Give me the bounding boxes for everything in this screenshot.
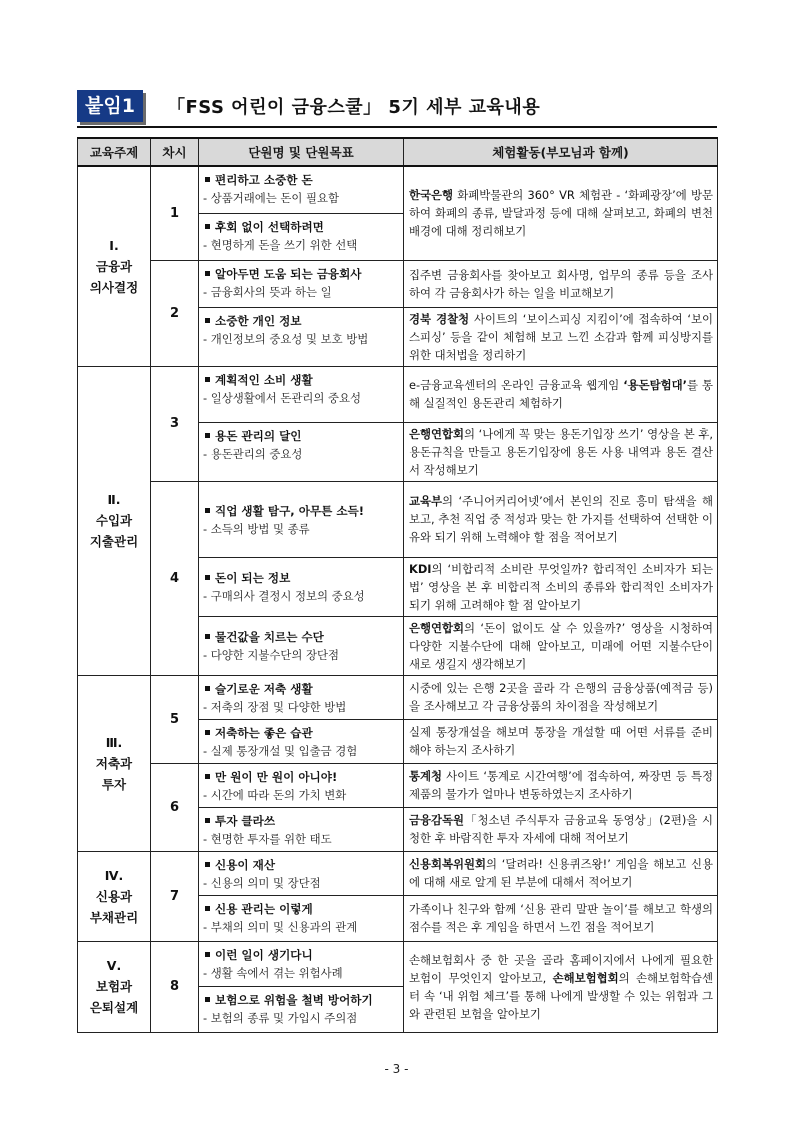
activity-text: e-금융교육센터의 온라인 금융교육 웹게임	[409, 378, 624, 392]
header-activity: 체험활동(부모님과 함께)	[404, 138, 718, 166]
activity-text: 가족이나 친구와 함께 ‘신용 관리 말판 놀이’를 해보고 학생의 점수를 적은 후 게임을 하면서 느낀 점을 적어보기	[409, 902, 713, 934]
bullet-square-icon	[205, 774, 210, 779]
table-row	[78, 260, 718, 307]
topic-label: 저축과	[95, 755, 133, 771]
round-number: 5	[151, 675, 199, 763]
topic-cell-2	[78, 366, 151, 675]
activity-org: 은행연합회	[409, 620, 465, 635]
unit-title: 계획적인 소비 생활	[203, 371, 400, 389]
bullet-square-icon	[205, 730, 210, 735]
unit-title: 물건값을 치르는 수단	[203, 628, 400, 646]
bullet-square-icon	[205, 634, 210, 639]
topic-label: 수입과	[95, 513, 133, 528]
activity-cell	[404, 807, 718, 851]
round-number: 1	[151, 166, 199, 260]
unit-cell	[199, 986, 404, 1032]
unit-cell	[199, 307, 404, 366]
unit-title: 직업 생활 탐구, 아무튼 소득!	[203, 502, 400, 520]
bullet-square-icon	[205, 997, 210, 1002]
activity-text: 사이트의 ‘보이스피싱 지킴이’에 접속하여 ‘보이스피싱’ 등을 같이 체험해 보고 느낀 소감과 함께 피싱방지를 위한 대처법을 정리하기	[409, 311, 714, 362]
unit-title: 소중한 개인 정보	[203, 312, 400, 330]
activity-org: 한국은행	[409, 188, 454, 203]
table-row	[78, 366, 718, 422]
unit-goal: - 생활 속에서 겪는 위험사례	[203, 965, 343, 980]
unit-title: 이런 일이 생기다니	[203, 946, 400, 964]
topic-label: 신용과	[95, 888, 133, 904]
activity-text: 의 ‘주니어커리어넷’에서 본인의 진로 흥미 탐색을 해보고, 추천 직업 중 적성과 맞는 한 가지를 선택하여 선택한 이유와 되기 위해 노력해야 할 점을 적어보기	[409, 494, 713, 544]
activity-cell	[404, 763, 718, 807]
activity-text: 집주변 금융회사를 찾아보고 회사명, 업무의 종류 등을 조사하여 각 금융회사가 하는 일을 비교해보기	[409, 267, 713, 300]
bullet-square-icon	[205, 686, 210, 691]
topic-label: 지출관리	[89, 534, 139, 549]
unit-cell	[199, 807, 404, 851]
activity-cell	[404, 675, 718, 719]
table-header-row	[78, 138, 718, 166]
topic-cell-3	[78, 675, 151, 851]
unit-goal: - 일상생활에서 돈관리의 중요성	[203, 390, 362, 405]
table-row	[78, 166, 718, 213]
round-number: 2	[151, 260, 199, 366]
unit-goal: - 다양한 지불수단의 장단점	[203, 648, 340, 662]
activity-text: 의 손해보험학습센터 속 ‘내 위험 체크’를 통해 나에게 발생할 수 있는 위험과 그와 관련된 보험을 알아보기	[409, 970, 713, 1021]
unit-goal: - 구매의사 결정시 정보의 중요성	[203, 589, 365, 603]
unit-cell	[199, 941, 404, 986]
unit-title: 알아두면 도움 되는 금융회사	[203, 265, 400, 283]
unit-title: 투자 클라쓰	[203, 812, 400, 830]
unit-title: 만 원이 만 원이 아니야!	[203, 768, 400, 786]
unit-title: 신용 관리는 이렇게	[203, 900, 400, 918]
topic-label: 보험과	[95, 979, 133, 994]
topic-label: 부채관리	[89, 909, 139, 925]
bullet-square-icon	[205, 818, 210, 823]
unit-goal: - 저축의 장점 및 다양한 방법	[203, 699, 347, 714]
activity-text: 의 ‘달려라! 신용퀴즈왕!’ 게임을 해보고 신용에 대해 새로 알게 된 부분에 대해서 적어보기	[409, 857, 713, 889]
activity-cell	[404, 422, 718, 481]
bullet-square-icon	[205, 224, 210, 229]
unit-title: 후회 없이 선택하려면	[203, 218, 400, 236]
topic-label: 투자	[101, 776, 127, 792]
unit-title: 편리하고 소중한 돈	[203, 171, 400, 189]
topic-number: Ⅲ.	[105, 734, 123, 750]
bullet-square-icon	[205, 271, 210, 276]
page-number: - 3 -	[384, 1062, 409, 1076]
activity-text: 를 통해 실질적인 용돈관리 체험하기	[409, 378, 713, 410]
activity-text: 의 ‘나에게 꼭 맞는 용돈기입장 쓰기’ 영상을 본 후, 용돈규칙을 만들고 용돈기입장에 용돈 사용 내역과 용돈 결산서 작성해보기	[409, 426, 713, 477]
activity-cell	[404, 616, 718, 675]
unit-cell	[199, 719, 404, 763]
unit-title: 저축하는 좋은 습관	[203, 724, 400, 742]
round-number: 4	[151, 481, 199, 675]
unit-cell	[199, 557, 404, 616]
unit-goal: - 개인정보의 중요성 및 보호 방법	[203, 331, 369, 346]
bullet-square-icon	[205, 508, 210, 513]
activity-cell	[404, 260, 718, 307]
activity-org: 경북 경찰청	[409, 311, 470, 326]
unit-goal: - 소득의 방법 및 종류	[203, 521, 310, 536]
topic-cell-5	[78, 941, 151, 1032]
activity-org: 은행연합회	[409, 426, 465, 441]
unit-title: 용돈 관리의 달인	[203, 427, 400, 445]
unit-goal: - 부채의 의미 및 신용과의 관계	[203, 919, 358, 934]
activity-cell	[404, 719, 718, 763]
activity-cell	[404, 166, 718, 260]
activity-cell	[404, 307, 718, 366]
header	[77, 90, 717, 124]
activity-org: ‘용돈탐험대’	[623, 378, 687, 392]
bullet-square-icon	[205, 377, 210, 382]
topic-number: Ⅱ.	[107, 492, 121, 507]
topic-label: 은퇴설계	[89, 1000, 139, 1015]
activity-cell	[404, 481, 718, 557]
unit-goal: - 현명하게 돈을 쓰기 위한 선택	[203, 237, 358, 252]
unit-cell	[199, 166, 404, 213]
activity-org: KDI	[409, 561, 432, 576]
bullet-square-icon	[205, 177, 210, 182]
topic-label: 의사결정	[89, 279, 139, 295]
bullet-square-icon	[205, 433, 210, 438]
activity-text: 손해보험회사 중 한 곳을 골라 홈페이지에서 나에게 필요한 보험이 무엇인지 알아보고,	[409, 952, 713, 985]
header-topic: 교육주제	[78, 138, 151, 166]
unit-goal: - 실제 통장개설 및 입출금 경험	[203, 743, 358, 758]
topic-number: Ⅴ.	[106, 958, 122, 973]
activity-text: 「청소년 주식투자 금융교육 동영상」(2편)을 시청한 후 바람직한 투자 자세에 대해 적어보기	[409, 813, 713, 845]
topic-cell-1	[78, 166, 151, 366]
topic-number: Ⅳ.	[104, 867, 124, 883]
activity-cell	[404, 941, 718, 1032]
round-number: 3	[151, 366, 199, 481]
activity-text: 시중에 있는 은행 2곳을 골라 각 은행의 금융상품(예적금 등)을 조사해보고 각 금융상품의 차이점을 작성해보기	[409, 681, 713, 713]
round-number: 6	[151, 763, 199, 851]
unit-cell	[199, 851, 404, 895]
activity-org: 통계청	[409, 769, 443, 783]
activity-org: 신용회복위원회	[409, 857, 487, 871]
unit-cell	[199, 616, 404, 675]
activity-cell	[404, 851, 718, 895]
table-row	[78, 481, 718, 557]
bullet-square-icon	[205, 318, 210, 323]
unit-goal: - 상품거래에는 돈이 필요함	[203, 191, 340, 205]
activity-org: 손해보험협회	[552, 970, 619, 985]
unit-cell	[199, 763, 404, 807]
unit-cell	[199, 366, 404, 422]
activity-cell	[404, 895, 718, 941]
unit-goal: - 현명한 투자를 위한 태도	[203, 831, 332, 846]
unit-goal: - 시간에 따라 돈의 가치 변화	[203, 787, 347, 802]
bullet-square-icon	[205, 906, 210, 911]
activity-text: 의 ‘비합리적 소비란 무엇일까? 합리적인 소비자가 되는 법’ 영상을 본 후 비합리적 소비의 종류와 합리적인 소비자가 되기 위해 고려해야 할 점 알아보기	[409, 561, 713, 612]
bullet-square-icon	[205, 952, 210, 957]
unit-goal: - 용돈관리의 중요성	[203, 446, 303, 461]
bullet-square-icon	[205, 862, 210, 867]
attachment-badge: 붙임1	[77, 90, 143, 122]
document-title: 「FSS 어린이 금융스쿨」 5기 세부 교육내용	[167, 97, 541, 118]
header-round: 차시	[151, 138, 199, 166]
table-row	[78, 941, 718, 986]
activity-cell	[404, 366, 718, 422]
table-row	[78, 851, 718, 895]
activity-text: 의 ‘돈이 없이도 살 수 있을까?’ 영상을 시청하여 다양한 지불수단에 대해 알아보고, 미래에 어떤 지불수단이 새로 생길지 생각해보기	[409, 620, 713, 671]
activity-text: 화폐박물관의 360° VR 체험관 - ‘화폐광장’에 방문하여 화폐의 종류, 발달과정 등에 대해 살펴보고, 화폐의 변천배경에 대해 정리해보기	[409, 188, 713, 239]
unit-cell	[199, 675, 404, 719]
unit-goal: - 금융회사의 뜻과 하는 일	[203, 284, 332, 299]
round-number: 8	[151, 941, 199, 1032]
unit-title: 보험으로 위험을 철벽 방어하기	[203, 991, 400, 1009]
unit-cell	[199, 895, 404, 941]
round-number: 7	[151, 851, 199, 941]
unit-title: 슬기로운 저축 생활	[203, 680, 400, 698]
activity-org: 교육부	[409, 494, 443, 508]
unit-goal: - 보험의 종류 및 가입시 주의점	[203, 1010, 358, 1025]
topic-number: Ⅰ.	[109, 237, 119, 253]
unit-goal: - 신용의 의미 및 장단점	[203, 875, 321, 890]
curriculum-table	[77, 137, 718, 1033]
topic-cell-4	[78, 851, 151, 941]
unit-cell	[199, 481, 404, 557]
title-rule	[77, 126, 717, 128]
activity-org: 금융감독원	[409, 813, 465, 827]
activity-text: 실제 통장개설을 해보며 통장을 개설할 때 어떤 서류를 준비해야 하는지 조사하기	[409, 725, 713, 757]
unit-cell	[199, 422, 404, 481]
unit-cell	[199, 260, 404, 307]
table-row	[78, 675, 718, 719]
bullet-square-icon	[205, 575, 210, 580]
unit-title: 돈이 되는 정보	[203, 569, 400, 587]
header-unit: 단원명 및 단원목표	[199, 138, 404, 166]
activity-cell	[404, 557, 718, 616]
table-row	[78, 763, 718, 807]
unit-title: 신용이 재산	[203, 856, 400, 874]
topic-label: 금융과	[95, 258, 133, 274]
activity-text: 사이트 ‘통계로 시간여행’에 접속하여, 짜장면 등 특정 제품의 물가가 얼마나 변동하였는지 조사하기	[409, 769, 713, 801]
unit-cell	[199, 213, 404, 260]
